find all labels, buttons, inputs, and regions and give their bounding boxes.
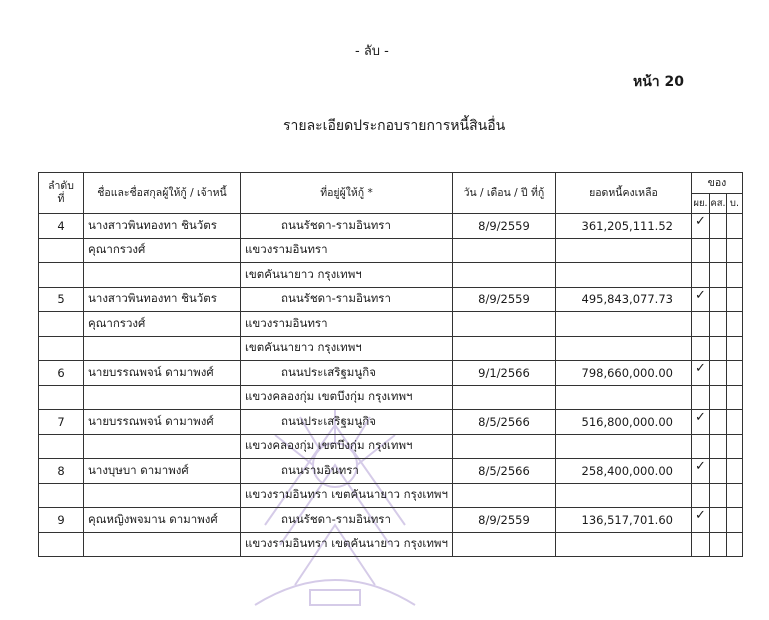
lender-address: ถนนประเสริฐมนูกิจ [241,361,453,386]
owner-check-cell [726,434,742,459]
loan-date [452,263,555,288]
owner-check-cell [691,238,709,263]
col-header-name: ชื่อและชื่อสกุลผู้ให้กู้ / เจ้าหนี้ [84,173,241,214]
owner-check-cell: ✓ [691,459,709,484]
owner-check-cell [709,287,726,312]
owner-check-cell [709,532,726,557]
lender-name [84,385,241,410]
table-row [39,508,743,533]
page-number: หน้า 20 [633,74,685,90]
loan-date [452,385,555,410]
owner-check-cell [691,483,709,508]
owner-check-cell [726,287,742,312]
owner-check-cell [709,263,726,288]
owner-check-cell: ✓ [691,410,709,435]
owner-check-cell [726,410,742,435]
owner-check-cell [709,483,726,508]
owner-check-cell [726,312,742,337]
document-title: รายละเอียดประกอบรายการหนี้สินอื่น [283,118,506,134]
debt-details-table [38,172,743,557]
loan-date: 8/9/2559 [452,287,555,312]
row-number [39,312,84,337]
lender-name [84,263,241,288]
lender-address: แขวงรามอินทรา เขตคันนายาว กรุงเทพฯ [241,483,453,508]
col-header-owner-child: บ. [726,194,742,214]
lender-address: เขตคันนายาว กรุงเทพฯ [241,263,453,288]
outstanding-amount [555,263,691,288]
owner-check-cell [709,385,726,410]
lender-name: นางสาวพินทองทา ชินวัตร [84,214,241,239]
table-row [39,459,743,484]
table-row [39,361,743,386]
owner-check-cell [709,361,726,386]
owner-check-cell: ✓ [691,287,709,312]
owner-check-cell [726,508,742,533]
table-row-continuation [39,263,743,288]
table-row-continuation [39,385,743,410]
owner-check-cell [726,361,742,386]
lender-name [84,336,241,361]
outstanding-amount [555,312,691,337]
owner-check-cell [709,410,726,435]
lender-name: คุณากรวงศ์ [84,238,241,263]
outstanding-amount [555,483,691,508]
owner-check-cell [726,385,742,410]
row-number [39,434,84,459]
lender-name: นางบุษบา ดามาพงศ์ [84,459,241,484]
lender-address: ถนนรัชดา-รามอินทรา [241,214,453,239]
lender-name [84,483,241,508]
row-number [39,483,84,508]
table-row-continuation [39,483,743,508]
loan-date: 9/1/2566 [452,361,555,386]
owner-check-cell [726,483,742,508]
owner-check-cell [709,214,726,239]
table-row-continuation [39,532,743,557]
lender-name: นายบรรณพจน์ ดามาพงศ์ [84,361,241,386]
lender-name: นายบรรณพจน์ ดามาพงศ์ [84,410,241,435]
loan-date [452,238,555,263]
col-header-no: ลำดับ ที่ [39,173,84,214]
owner-check-cell [726,532,742,557]
owner-check-cell: ✓ [691,214,709,239]
col-header-amount: ยอดหนี้คงเหลือ [555,173,691,214]
lender-address: แขวงรามอินทรา [241,238,453,263]
outstanding-amount: 136,517,701.60 [555,508,691,533]
lender-address: ถนนรัชดา-รามอินทรา [241,287,453,312]
owner-check-cell [691,532,709,557]
outstanding-amount: 798,660,000.00 [555,361,691,386]
row-number [39,385,84,410]
lender-name: คุณากรวงศ์ [84,312,241,337]
table-row-continuation [39,312,743,337]
outstanding-amount [555,434,691,459]
owner-check-cell [726,263,742,288]
owner-check-cell [709,508,726,533]
loan-date [452,483,555,508]
lender-address: เขตคันนายาว กรุงเทพฯ [241,336,453,361]
row-number [39,336,84,361]
lender-name [84,434,241,459]
owner-check-cell [726,459,742,484]
lender-address: แขวงคลองกุ่ม เขตบึงกุ่ม กรุงเทพฯ [241,385,453,410]
owner-check-cell [709,459,726,484]
table-row-continuation [39,238,743,263]
col-header-address: ที่อยู่ผู้ให้กู้ * [241,173,453,214]
owner-check-cell [691,385,709,410]
owner-check-cell [709,238,726,263]
owner-check-cell [709,336,726,361]
row-number [39,532,84,557]
table-row [39,410,743,435]
owner-check-cell [709,312,726,337]
owner-check-cell [726,238,742,263]
outstanding-amount: 258,400,000.00 [555,459,691,484]
table-row-continuation [39,336,743,361]
loan-date [452,532,555,557]
col-header-owner-self: ผย. [691,194,709,214]
owner-check-cell [691,336,709,361]
loan-date: 8/5/2566 [452,459,555,484]
outstanding-amount: 495,843,077.73 [555,287,691,312]
row-number [39,238,84,263]
loan-date [452,336,555,361]
outstanding-amount [555,238,691,263]
lender-name: นางสาวพินทองทา ชินวัตร [84,287,241,312]
table-row [39,214,743,239]
table-row [39,287,743,312]
outstanding-amount [555,385,691,410]
lender-name [84,532,241,557]
lender-address: แขวงคลองกุ่ม เขตบึงกุ่ม กรุงเทพฯ [241,434,453,459]
table-row-continuation [39,434,743,459]
owner-check-cell [709,434,726,459]
loan-date [452,312,555,337]
lender-address: ถนนรามอินทรา [241,459,453,484]
row-number: 9 [39,508,84,533]
owner-check-cell [691,312,709,337]
outstanding-amount [555,336,691,361]
row-number: 4 [39,214,84,239]
loan-date: 8/9/2559 [452,508,555,533]
classification-label: - ลับ - [355,44,389,59]
loan-date: 8/5/2566 [452,410,555,435]
owner-check-cell: ✓ [691,508,709,533]
loan-date: 8/9/2559 [452,214,555,239]
owner-check-cell: ✓ [691,361,709,386]
outstanding-amount: 516,800,000.00 [555,410,691,435]
lender-address: ถนนรัชดา-รามอินทรา [241,508,453,533]
owner-check-cell [691,263,709,288]
col-header-owner-spouse: คส. [709,194,726,214]
row-number: 8 [39,459,84,484]
owner-check-cell [726,336,742,361]
row-number: 5 [39,287,84,312]
col-header-owner: ของ [691,173,742,194]
lender-address: แขวงรามอินทรา เขตคันนายาว กรุงเทพฯ [241,532,453,557]
lender-address: แขวงรามอินทรา [241,312,453,337]
outstanding-amount [555,532,691,557]
loan-date [452,434,555,459]
row-number: 7 [39,410,84,435]
lender-address: ถนนประเสริฐมนูกิจ [241,410,453,435]
lender-name: คุณหญิงพจมาน ดามาพงศ์ [84,508,241,533]
owner-check-cell [726,214,742,239]
owner-check-cell [691,434,709,459]
col-header-date: วัน / เดือน / ปี ที่กู้ [452,173,555,214]
row-number [39,263,84,288]
outstanding-amount: 361,205,111.52 [555,214,691,239]
row-number: 6 [39,361,84,386]
